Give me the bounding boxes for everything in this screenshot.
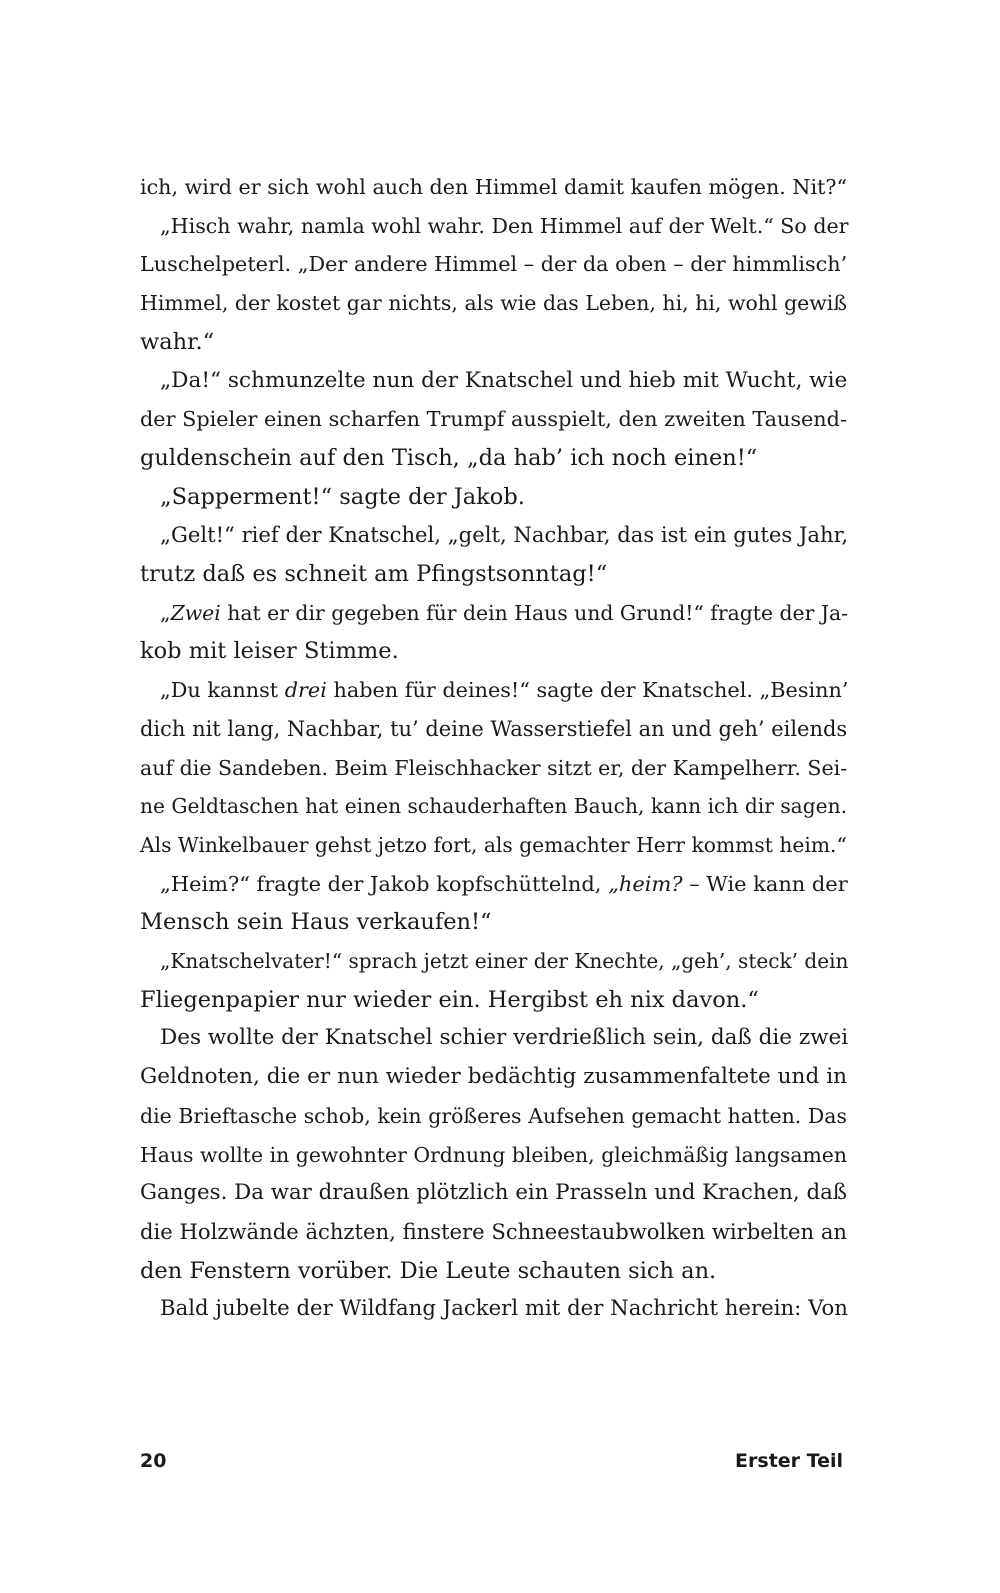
text-line [140, 1174, 847, 1213]
text-line [140, 323, 847, 362]
page-number: 20 [140, 1450, 167, 1472]
text-line-segment: den Fenstern vorüber. Die Leute schauten sich an. [140, 1257, 717, 1284]
text-line [140, 245, 847, 284]
text-line [140, 555, 847, 594]
text-line [140, 903, 847, 942]
text-line-segment: „Da!“ schmunzelte nun der Knatschel und hieb mit Wucht, wie [160, 367, 848, 393]
text-line [140, 1213, 847, 1252]
text-line-segment: Ganges. Da war draußen plötzlich ein Prasseln und Krachen, daß [140, 1180, 847, 1206]
text-line [140, 516, 847, 555]
text-line [140, 787, 847, 826]
page-footer [140, 1450, 843, 1472]
text-line [140, 207, 847, 246]
text-line [140, 710, 847, 749]
text-line [140, 362, 847, 401]
emphasis-text: Zwei [170, 600, 221, 625]
text-line-segment: Geldnoten, die er nun wieder bedächtig zusammenfaltete und in [140, 1064, 847, 1090]
text-line-segment: Haus wollte in gewohnter Ordnung bleiben, gleichmäßig langsamen [140, 1142, 847, 1167]
text-line [140, 1136, 847, 1175]
text-line [140, 671, 847, 710]
text-line [140, 168, 847, 207]
text-line [140, 1019, 847, 1058]
text-line [140, 942, 847, 981]
text-line-segment: Des wollte der Knatschel schier verdrießlich sein, daß die zwei [160, 1025, 849, 1051]
text-line [140, 1290, 847, 1329]
emphasis-text: drei [284, 678, 327, 703]
text-line-segment: kob mit leiser Stimme. [140, 638, 399, 665]
text-line-segment: „Gelt!“ rief der Knatschel, „gelt, Nachbar, das ist ein gutes Jahr, [160, 522, 849, 548]
text-line-segment: Als Winkelbauer gehst jetzo fort, als gemachter Herr kommst heim.“ [140, 832, 847, 857]
text-line [140, 284, 847, 323]
text-line-segment: Bald jubelte der Wildfang Jackerl mit der Nachricht herein: Von [160, 1296, 848, 1322]
text-line-segment: dich nit lang, Nachbar, tu’ deine Wasserstiefel an und geh’ eilends [140, 716, 848, 741]
text-line [140, 594, 847, 633]
emphasis-text: „heim? [608, 871, 683, 896]
text-line-segment: „Knatschelvater!“ sprach jetzt einer der Knechte, „geh’, steck’ dein [160, 949, 849, 974]
text-line-segment: wahr.“ [140, 328, 215, 355]
text-line [140, 826, 847, 865]
text-line-segment: Mensch sein Haus verkaufen!“ [140, 909, 492, 936]
running-section-title: Erster Teil [735, 1450, 843, 1472]
text-line-segment: Luschelpeterl. „Der andere Himmel – der da oben – der himmlisch’ [140, 252, 848, 277]
text-line-segment: die Holzwände ächzten, finstere Schneestaubwolken wirbelten an [140, 1218, 847, 1244]
text-line-segment: „Heim?“ fragte der Jakob kopfschüttelnd, [160, 871, 609, 896]
text-line [140, 1058, 847, 1097]
text-line-segment: Himmel, der kostet gar nichts, als wie das Leben, hi, hi, wohl gewiß [140, 291, 847, 316]
text-line-segment: auf die Sandeben. Beim Fleischhacker sitzt er, der Kampelherr. Sei- [140, 755, 848, 780]
text-line [140, 981, 847, 1020]
text-line [140, 478, 847, 517]
body-text [140, 168, 847, 1329]
text-line-segment: der Spieler einen scharfen Trumpf ausspielt, den zweiten Tausend- [140, 407, 847, 432]
text-line-segment: guldenschein auf den Tisch, „da hab’ ich noch einen!“ [140, 444, 758, 471]
text-line [140, 1252, 847, 1291]
text-line-segment: „Du kannst [160, 678, 285, 703]
text-line-segment: Fliegenpapier nur wieder ein. Hergibst eh nix davon.“ [140, 986, 759, 1013]
text-line-segment: – Wie kann der [682, 871, 848, 896]
text-line-segment: trutz daß es schneit am Pfingstsonntag!“ [140, 561, 608, 588]
text-line-segment: „Sapperment!“ sagte der Jakob. [160, 483, 525, 510]
text-line-segment: hat er dir gegeben für dein Haus und Grund!“ fragte der Ja- [220, 600, 849, 625]
text-line-segment: haben für deines!“ sagte der Knatschel. „Besinn’ [326, 678, 849, 703]
text-line-segment: „Hisch wahr, namla wohl wahr. Den Himmel auf der Welt.“ So der [160, 213, 849, 238]
text-line [140, 865, 847, 904]
text-line-segment: „ [160, 600, 171, 625]
text-line [140, 1097, 847, 1136]
text-line-segment: die Brieftasche schob, kein größeres Aufsehen gemacht hatten. Das [140, 1103, 847, 1128]
text-line [140, 439, 847, 478]
text-line [140, 749, 847, 788]
text-line-segment: ich, wird er sich wohl auch den Himmel damit kaufen mögen. Nit?“ [140, 175, 848, 199]
text-line [140, 632, 847, 671]
text-line-segment: ne Geldtaschen hat einen schauderhaften Bauch, kann ich dir sagen. [140, 794, 847, 819]
text-line [140, 400, 847, 439]
